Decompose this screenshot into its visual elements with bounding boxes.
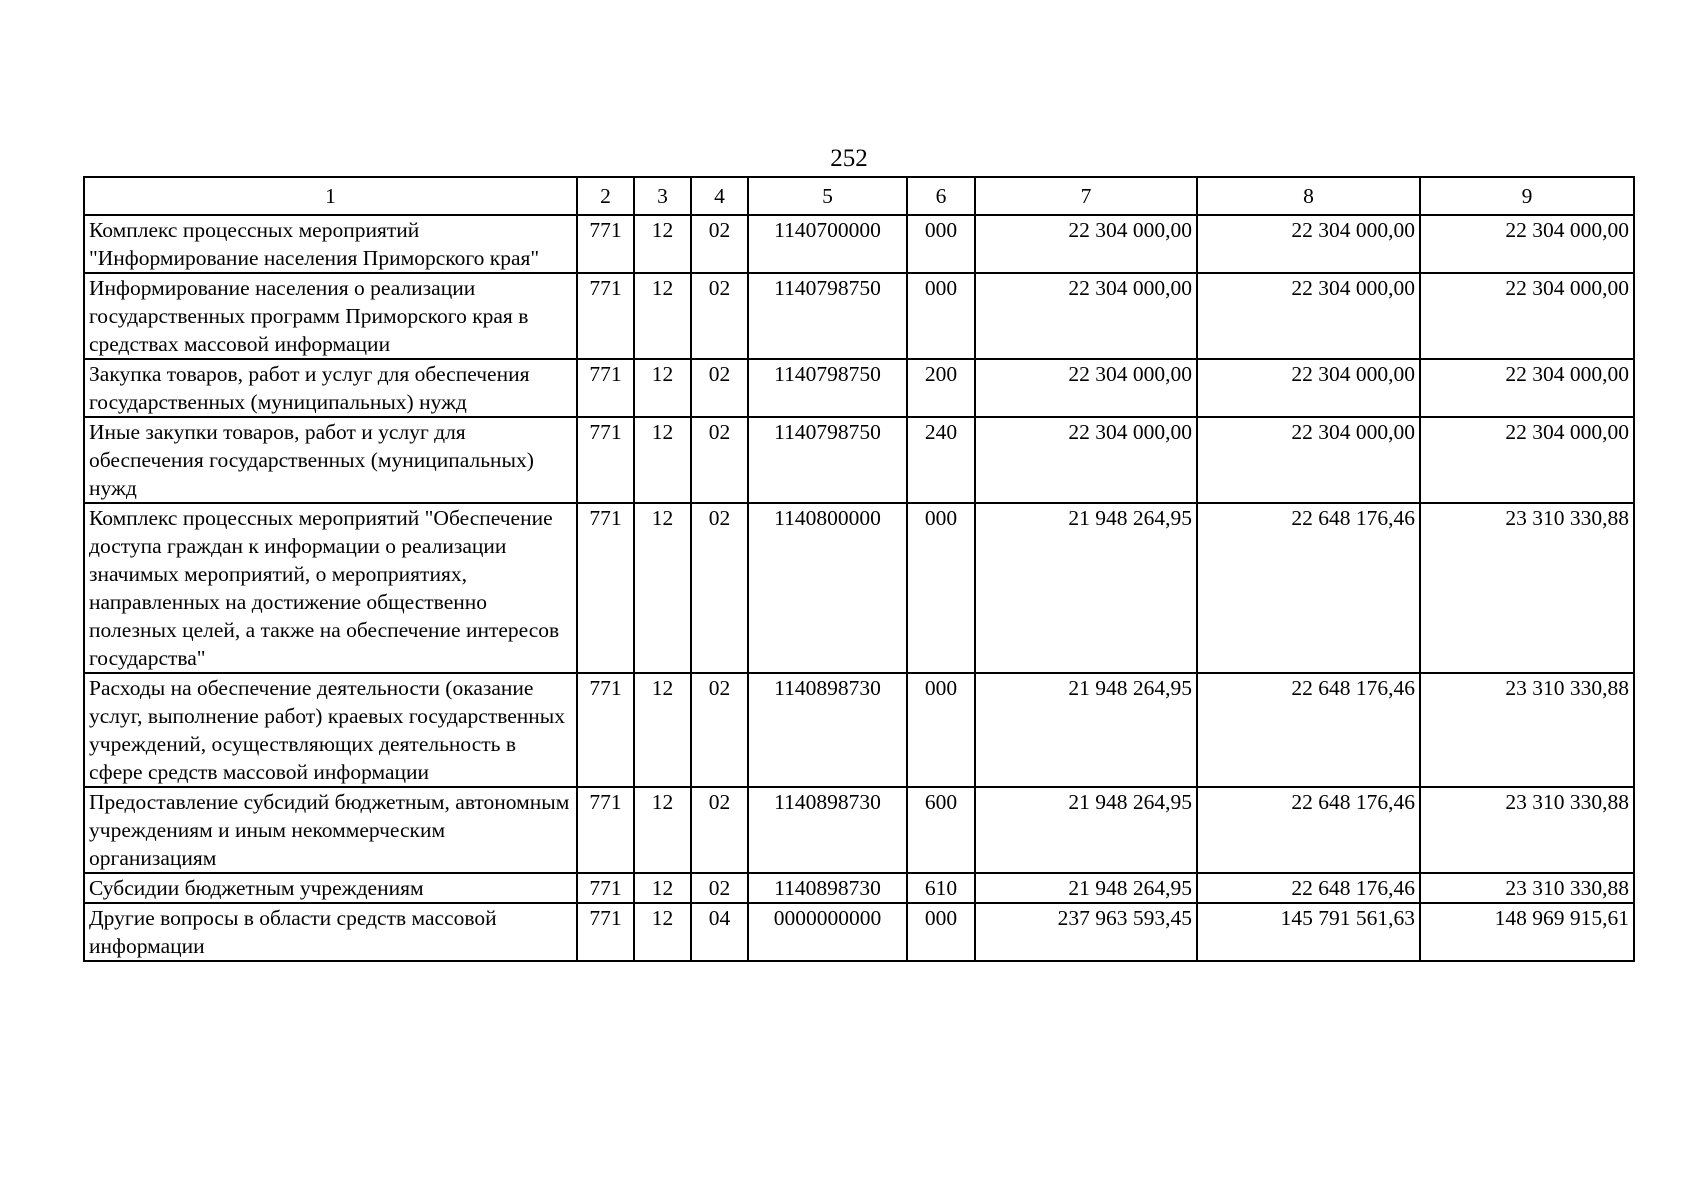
header-col-8: 8 — [1197, 177, 1420, 215]
row-target-article: 1140800000 — [748, 503, 907, 673]
budget-table — [83, 176, 1635, 962]
row-amount-col8: 22 304 000,00 — [1197, 417, 1420, 503]
row-ministry-code: 771 — [577, 359, 634, 417]
row-target-article: 1140898730 — [748, 673, 907, 787]
row-section-code: 12 — [634, 359, 691, 417]
row-section-code: 12 — [634, 273, 691, 359]
row-target-article: 1140700000 — [748, 215, 907, 273]
row-amount-col9: 23 310 330,88 — [1420, 503, 1634, 673]
table-row — [84, 273, 1634, 359]
row-expense-type: 000 — [907, 215, 975, 273]
row-amount-col9: 23 310 330,88 — [1420, 787, 1634, 873]
row-amount-col8: 22 648 176,46 — [1197, 673, 1420, 787]
row-subsection-code: 04 — [691, 903, 748, 961]
row-target-article: 1140798750 — [748, 273, 907, 359]
row-target-article: 0000000000 — [748, 903, 907, 961]
row-amount-col7: 21 948 264,95 — [975, 873, 1197, 903]
row-expense-type: 200 — [907, 359, 975, 417]
row-name: Субсидии бюджетным учреждениям — [84, 873, 577, 903]
row-section-code: 12 — [634, 873, 691, 903]
row-expense-type: 000 — [907, 673, 975, 787]
row-amount-col7: 21 948 264,95 — [975, 503, 1197, 673]
row-amount-col7: 21 948 264,95 — [975, 673, 1197, 787]
row-subsection-code: 02 — [691, 873, 748, 903]
row-subsection-code: 02 — [691, 273, 748, 359]
row-amount-col9: 22 304 000,00 — [1420, 359, 1634, 417]
header-col-7: 7 — [975, 177, 1197, 215]
row-name: Информирование населения о реализации государственных программ Приморского края в средствах массовой информации — [84, 273, 577, 359]
table-row — [84, 903, 1634, 961]
row-expense-type: 610 — [907, 873, 975, 903]
row-amount-col9: 23 310 330,88 — [1420, 673, 1634, 787]
row-amount-col9: 22 304 000,00 — [1420, 215, 1634, 273]
row-amount-col7: 237 963 593,45 — [975, 903, 1197, 961]
table-row — [84, 417, 1634, 503]
row-ministry-code: 771 — [577, 273, 634, 359]
row-subsection-code: 02 — [691, 673, 748, 787]
row-ministry-code: 771 — [577, 787, 634, 873]
row-amount-col7: 22 304 000,00 — [975, 359, 1197, 417]
row-target-article: 1140798750 — [748, 359, 907, 417]
row-amount-col8: 22 304 000,00 — [1197, 359, 1420, 417]
row-section-code: 12 — [634, 417, 691, 503]
row-amount-col9: 22 304 000,00 — [1420, 417, 1634, 503]
row-expense-type: 000 — [907, 503, 975, 673]
row-amount-col8: 22 304 000,00 — [1197, 215, 1420, 273]
row-subsection-code: 02 — [691, 787, 748, 873]
row-section-code: 12 — [634, 503, 691, 673]
row-subsection-code: 02 — [691, 359, 748, 417]
row-section-code: 12 — [634, 787, 691, 873]
table-row — [84, 503, 1634, 673]
table-row — [84, 873, 1634, 903]
table-row — [84, 673, 1634, 787]
row-amount-col7: 22 304 000,00 — [975, 417, 1197, 503]
row-expense-type: 000 — [907, 903, 975, 961]
row-ministry-code: 771 — [577, 673, 634, 787]
row-section-code: 12 — [634, 673, 691, 787]
header-col-5: 5 — [748, 177, 907, 215]
row-section-code: 12 — [634, 903, 691, 961]
row-name: Другие вопросы в области средств массовой информации — [84, 903, 577, 961]
row-subsection-code: 02 — [691, 215, 748, 273]
row-ministry-code: 771 — [577, 417, 634, 503]
row-target-article: 1140898730 — [748, 873, 907, 903]
row-amount-col8: 22 648 176,46 — [1197, 873, 1420, 903]
row-amount-col7: 22 304 000,00 — [975, 273, 1197, 359]
header-col-9: 9 — [1420, 177, 1634, 215]
table-row — [84, 787, 1634, 873]
row-subsection-code: 02 — [691, 417, 748, 503]
row-amount-col7: 22 304 000,00 — [975, 215, 1197, 273]
row-section-code: 12 — [634, 215, 691, 273]
row-amount-col9: 22 304 000,00 — [1420, 273, 1634, 359]
header-col-2: 2 — [577, 177, 634, 215]
header-col-6: 6 — [907, 177, 975, 215]
row-amount-col8: 22 648 176,46 — [1197, 503, 1420, 673]
row-expense-type: 240 — [907, 417, 975, 503]
header-col-1: 1 — [84, 177, 577, 215]
row-name: Предоставление субсидий бюджетным, автономным учреждениям и иным некоммерческим организациям — [84, 787, 577, 873]
row-amount-col8: 22 304 000,00 — [1197, 273, 1420, 359]
row-expense-type: 600 — [907, 787, 975, 873]
row-ministry-code: 771 — [577, 903, 634, 961]
row-amount-col9: 23 310 330,88 — [1420, 873, 1634, 903]
row-amount-col8: 22 648 176,46 — [1197, 787, 1420, 873]
header-col-3: 3 — [634, 177, 691, 215]
row-target-article: 1140798750 — [748, 417, 907, 503]
table-header-row — [84, 177, 1634, 215]
row-ministry-code: 771 — [577, 503, 634, 673]
row-ministry-code: 771 — [577, 873, 634, 903]
header-col-4: 4 — [691, 177, 748, 215]
row-name: Комплекс процессных мероприятий "Информирование населения Приморского края" — [84, 215, 577, 273]
page-number: 252 — [830, 145, 868, 172]
row-ministry-code: 771 — [577, 215, 634, 273]
table-row — [84, 215, 1634, 273]
row-name: Расходы на обеспечение деятельности (оказание услуг, выполнение работ) краевых государственных учреждений, осуществляющих деятельность в сфере средств массовой информации — [84, 673, 577, 787]
row-amount-col8: 145 791 561,63 — [1197, 903, 1420, 961]
row-amount-col9: 148 969 915,61 — [1420, 903, 1634, 961]
row-expense-type: 000 — [907, 273, 975, 359]
row-name: Закупка товаров, работ и услуг для обеспечения государственных (муниципальных) нужд — [84, 359, 577, 417]
row-subsection-code: 02 — [691, 503, 748, 673]
row-amount-col7: 21 948 264,95 — [975, 787, 1197, 873]
row-target-article: 1140898730 — [748, 787, 907, 873]
row-name: Комплекс процессных мероприятий "Обеспечение доступа граждан к информации о реализации значимых мероприятий, о мероприятиях, направленных на достижение общественно полезных целей, а также на обеспечение интересов государства" — [84, 503, 577, 673]
row-name: Иные закупки товаров, работ и услуг для обеспечения государственных (муниципальных) нужд — [84, 417, 577, 503]
table-row — [84, 359, 1634, 417]
